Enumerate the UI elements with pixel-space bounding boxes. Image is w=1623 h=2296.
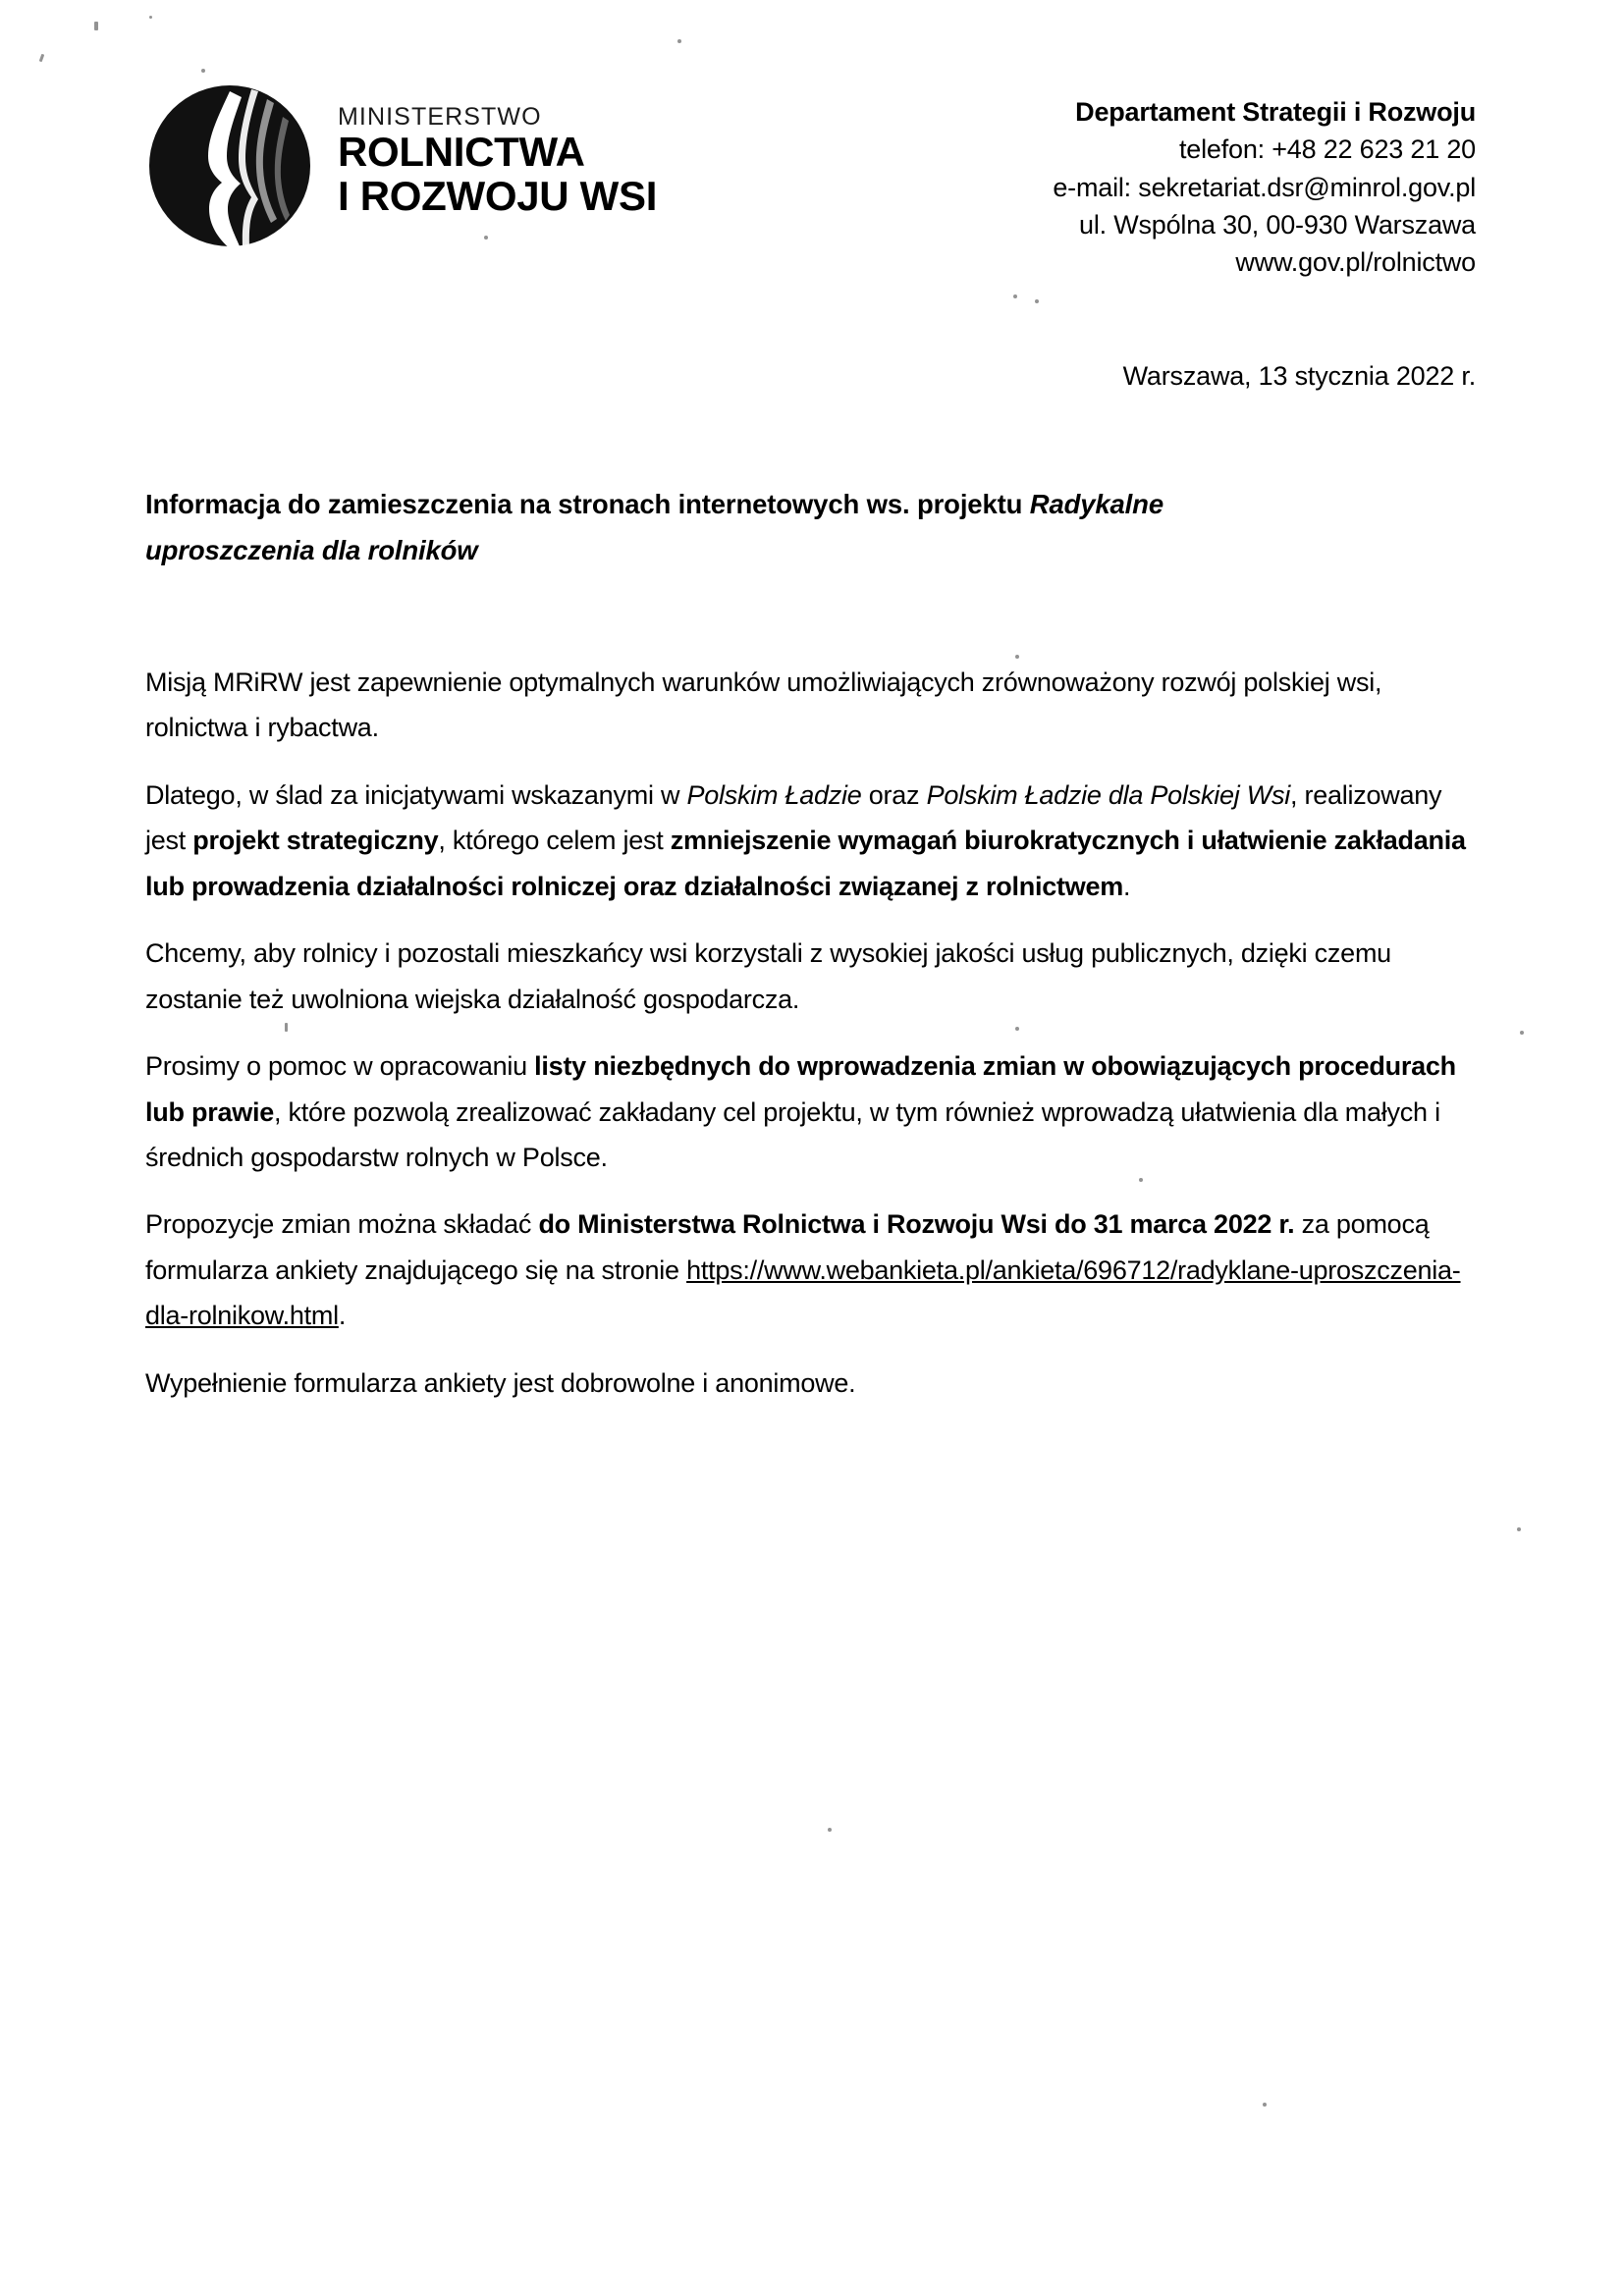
paragraph-1 — [145, 660, 1481, 751]
contact-block — [1053, 93, 1476, 282]
date-line: Warszawa, 13 stycznia 2022 r. — [1122, 361, 1476, 391]
p2-bold-projekt: projekt strategiczny — [192, 826, 439, 856]
phone-line: telefon: +48 22 623 21 20 — [1178, 134, 1476, 165]
scan-speckle — [1520, 1031, 1524, 1035]
p2-mid: , realizowany jest — [145, 779, 1442, 856]
title-italic-2: uproszczenia dla rolników — [145, 535, 478, 566]
paragraph-3-text: Chcemy, aby rolnicy i pozostali mieszkańcy wsi korzystali z wysokiej jakości usług publicznych, dzięki czemu zostanie też uwolniona wiejska działalność gospodarcza. — [145, 938, 1391, 1014]
p2-bold-cel: zmniejszenie wymagań biurokratycznych i ułatwienie zakładania lub prowadzenia działalności rolniczej oraz działalności związanej z rolnictwem — [145, 826, 1466, 901]
ministry-logo-block — [147, 83, 657, 248]
letterhead — [0, 0, 1623, 391]
address-line: ul. Wspólna 30, 00-930 Warszawa — [1079, 209, 1476, 240]
p2-conj: oraz — [861, 779, 927, 810]
ministry-line-1: MINISTERSTWO — [338, 102, 542, 131]
p5-end: . — [338, 1301, 347, 1331]
title-part-1: Informacja do zamieszczenia na stronach internetowych ws. projektu — [145, 489, 1030, 519]
paragraph-4 — [145, 1043, 1481, 1180]
website-line: www.gov.pl/rolnictwo — [1235, 247, 1476, 278]
ministry-wordmark — [338, 104, 657, 229]
survey-link[interactable]: https://www.webankieta.pl/ankieta/696712/radyklane-uproszczenia-dla-rolnikow.html — [145, 1255, 1461, 1331]
scan-speckle — [1517, 1527, 1521, 1531]
scan-speckle — [828, 1828, 832, 1832]
department-name: Departament Strategii i Rozwoju — [1075, 97, 1476, 127]
p5-bold-deadline: do Ministerstwa Rolnictwa i Rozwoju Wsi do 31 marca 2022 r. — [538, 1209, 1295, 1240]
paragraph-6-text: Wypełnienie formularza ankiety jest dobrowolne i anonimowe. — [145, 1367, 856, 1398]
ministry-line-2: ROLNICTWA — [338, 128, 585, 175]
scan-speckle — [1263, 2103, 1267, 2107]
p4-tail: , które pozwolą zrealizować zakładany cel projektu, w tym również wprowadzą ułatwienia dla małych i średnich gospodarstw rolnych w Polsce. — [145, 1096, 1440, 1172]
paragraph-6 — [145, 1361, 1481, 1406]
paragraph-2 — [145, 773, 1481, 909]
p2-end: . — [1123, 871, 1131, 901]
paragraph-3 — [145, 931, 1481, 1022]
title-italic-1: Radykalne — [1029, 489, 1163, 519]
email-line: e-mail: sekretariat.dsr@minrol.gov.pl — [1053, 172, 1476, 202]
wheat-ear-circle-logo-icon — [147, 83, 312, 248]
p2-lead: Dlatego, w ślad za inicjatywami wskazanymi w — [145, 779, 687, 810]
scan-speckle — [1015, 655, 1019, 659]
p5-lead: Propozycje zmian można składać — [145, 1209, 539, 1240]
paragraph-1-text: Misją MRiRW jest zapewnienie optymalnych warunków umożliwiających zrównoważony rozwój polskiej wsi, rolnictwa i rybactwa. — [145, 667, 1382, 743]
p2-mid-2: , którego celem jest — [438, 826, 671, 856]
p2-italic-polski-lad-wies: Polskim Ładzie dla Polskiej Wsi — [926, 779, 1290, 810]
p4-lead: Prosimy o pomoc w opracowaniu — [145, 1051, 535, 1082]
ministry-line-3: I ROZWOJU WSI — [338, 173, 658, 220]
page-title — [145, 481, 1481, 574]
paragraph-5 — [145, 1201, 1481, 1338]
p5-mid: za pomocą formularza ankiety znajdującego się na stronie — [145, 1209, 1430, 1285]
letter-body — [145, 660, 1481, 1427]
p2-italic-polski-lad: Polskim Ładzie — [686, 779, 862, 810]
p4-bold-lista: listy niezbędnych do wprowadzenia zmian w obowiązujących procedurach lub prawie — [145, 1051, 1456, 1127]
